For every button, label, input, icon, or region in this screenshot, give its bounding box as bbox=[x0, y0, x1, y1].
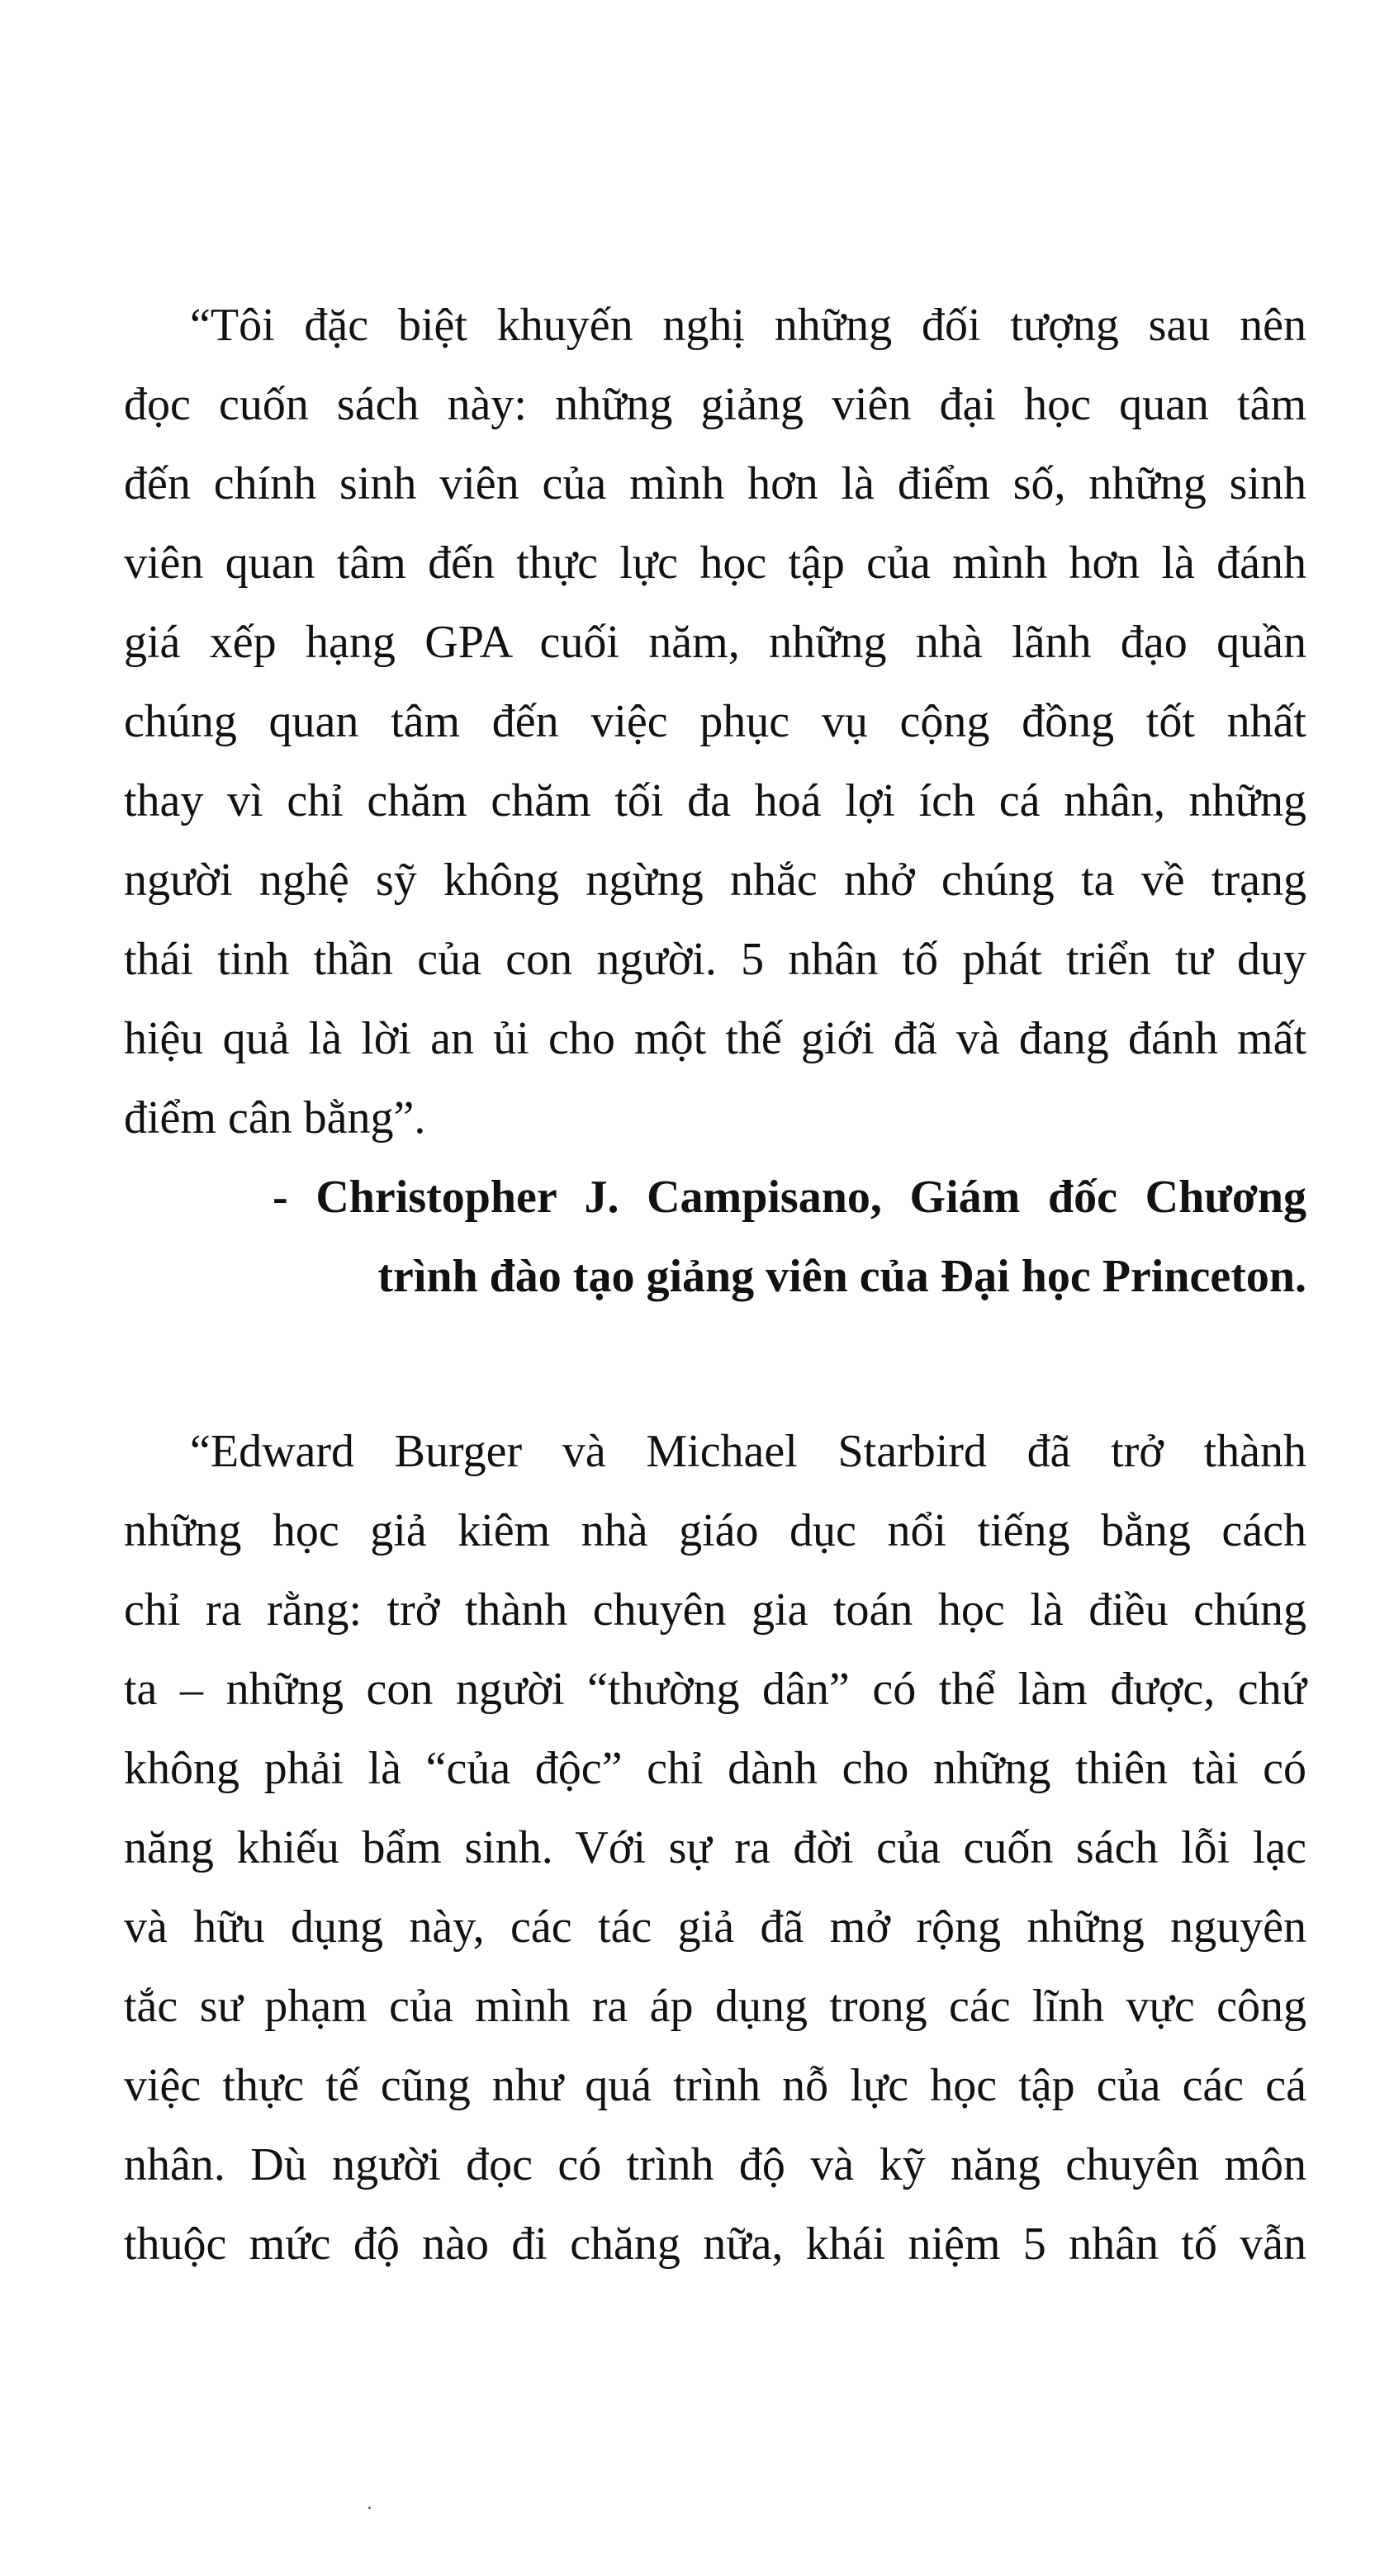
quote2-line: tắc sư phạm của mình ra áp dụng trong các lĩnh vực công bbox=[124, 1981, 1306, 2032]
quote1-line: “Tôi đặc biệt khuyến nghị những đối tượng sau nên bbox=[190, 300, 1306, 351]
quote1-line: đến chính sinh viên của mình hơn là điểm số, những sinh bbox=[124, 458, 1306, 509]
quote2-line: ta – những con người “thường dân” có thể làm được, chứ bbox=[124, 1664, 1306, 1715]
quote2-line: không phải là “của độc” chỉ dành cho những thiên tài có bbox=[124, 1743, 1306, 1794]
quote1-line: đọc cuốn sách này: những giảng viên đại học quan tâm bbox=[124, 379, 1306, 430]
attribution-line-1: - Christopher J. Campisano, Giám đốc Chương bbox=[273, 1172, 1306, 1223]
quote2-line: chỉ ra rằng: trở thành chuyên gia toán học là điều chúng bbox=[124, 1584, 1306, 1636]
quote2-line: và hữu dụng này, các tác giả đã mở rộng những nguyên bbox=[124, 1901, 1306, 1953]
quote2-line: những học giả kiêm nhà giáo dục nổi tiếng bằng cách bbox=[124, 1505, 1306, 1556]
quote2-line: năng khiếu bẩm sinh. Với sự ra đời của cuốn sách lỗi lạc bbox=[124, 1822, 1306, 1873]
quote1-line: thay vì chỉ chăm chăm tối đa hoá lợi ích cá nhân, những bbox=[124, 775, 1306, 826]
scan-speck bbox=[368, 2507, 371, 2509]
quote1-line: chúng quan tâm đến việc phục vụ cộng đồng tốt nhất bbox=[124, 696, 1306, 747]
quote2-line: việc thực tế cũng như quá trình nỗ lực học tập của các cá bbox=[124, 2060, 1306, 2111]
quote1-line: viên quan tâm đến thực lực học tập của mình hơn là đánh bbox=[124, 537, 1306, 589]
quote1-line: giá xếp hạng GPA cuối năm, những nhà lãnh đạo quần bbox=[124, 617, 1306, 668]
quote1-line: hiệu quả là lời an ủi cho một thế giới đã và đang đánh mất bbox=[124, 1013, 1306, 1064]
quote1-line: thái tinh thần của con người. 5 nhân tố phát triển tư duy bbox=[124, 934, 1306, 985]
quote1-line: người nghệ sỹ không ngừng nhắc nhở chúng ta về trạng bbox=[124, 855, 1306, 906]
quote2-line: thuộc mức độ nào đi chăng nữa, khái niệm 5 nhân tố vẫn bbox=[124, 2218, 1306, 2270]
attribution-1 bbox=[273, 1158, 1306, 1316]
quote2-line: “Edward Burger và Michael Starbird đã trở thành bbox=[190, 1426, 1306, 1477]
quote-paragraph-1 bbox=[124, 286, 1306, 1158]
attribution-line-2: trình đào tạo giảng viên của Đại học Princeton. bbox=[377, 1251, 1306, 1302]
quote-paragraph-2 bbox=[124, 1412, 1306, 2284]
quote1-line: điểm cân bằng”. bbox=[124, 1092, 426, 1144]
quote2-line: nhân. Dù người đọc có trình độ và kỹ năng chuyên môn bbox=[124, 2139, 1306, 2190]
